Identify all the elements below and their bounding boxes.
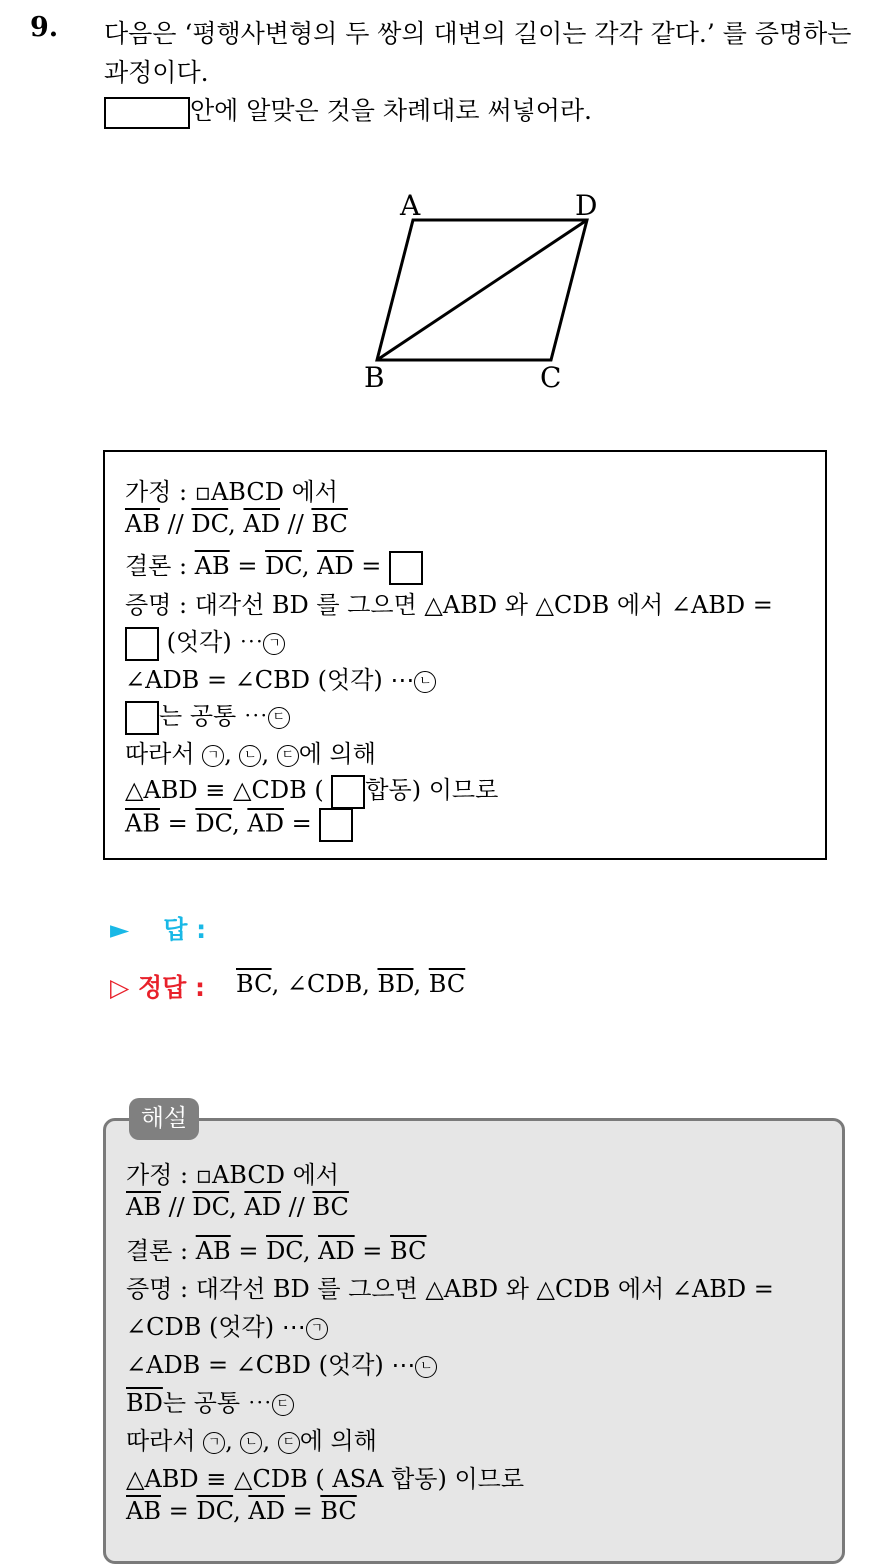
solution-step-1	[126, 1307, 328, 1342]
blank-box-4	[331, 775, 365, 809]
equals: =	[159, 809, 196, 838]
proof-assume: 가정 : ▫ABCD 에서	[125, 478, 338, 506]
answer-value-2: ∠CDB	[286, 970, 363, 998]
vertex-label-b: B	[364, 361, 385, 394]
play-outline-icon: ▷	[110, 973, 130, 1002]
circled-mark-2: ㄴ	[239, 745, 261, 767]
blank-box-1	[389, 551, 423, 585]
question-line-3	[104, 91, 592, 129]
solution-therefore	[126, 1421, 377, 1456]
step-3-text: 는 공통 ⋯	[162, 1389, 272, 1417]
comma: ,	[413, 970, 429, 998]
comma: ,	[224, 740, 240, 768]
vertex-label-c: C	[540, 361, 562, 394]
conclusion-label: 결론 :	[126, 1237, 196, 1265]
comma: ,	[261, 740, 277, 768]
question-line-2: 과정이다.	[104, 58, 209, 87]
comma: ,	[233, 1497, 249, 1525]
comma: ,	[271, 970, 287, 998]
equals: =	[230, 1237, 267, 1265]
circled-mark-2: ㄴ	[415, 1356, 437, 1378]
vertex-label-a: A	[400, 189, 421, 222]
segment-ab: $\overline{AB}$	[194, 552, 230, 580]
parallel-sign: //	[280, 510, 312, 538]
question-line-1: 다음은 ‘평행사변형의 두 쌍의 대변의 길이는 각각 같다.’ 를 증명하는	[104, 19, 852, 48]
segment-dc: $\overline{DC}$	[191, 510, 229, 538]
circled-mark-1: ㄱ	[263, 633, 285, 655]
answer-value-4: $\overline{BC}$	[428, 970, 466, 998]
comma: ,	[262, 1427, 278, 1455]
question-number: 9.	[30, 12, 59, 43]
circled-mark-3: ㄷ	[268, 707, 290, 729]
congruent-post: 합동) 이므로	[365, 776, 499, 804]
proof-step-1	[125, 622, 285, 661]
segment-ab: $\overline{AB}$	[125, 809, 160, 838]
equals: =	[284, 1497, 321, 1525]
parallel-sign: //	[160, 1193, 193, 1221]
segment-dc: $\overline{DC}$	[265, 552, 302, 580]
blank-box-2	[125, 627, 159, 661]
circled-mark-3: ㄷ	[277, 745, 299, 767]
segment-ad: $\overline{AD}$	[248, 1497, 285, 1525]
segment-ad: $\overline{AD}$	[317, 552, 354, 580]
parallel-sign: //	[159, 510, 192, 538]
answer-label: 답 :	[163, 915, 207, 944]
segment-bc: $\overline{BC}$	[312, 1193, 349, 1221]
segment-dc: $\overline{DC}$	[196, 1497, 234, 1525]
proof-step-2	[125, 660, 436, 695]
proof-step-3	[125, 696, 290, 735]
proof-congruent	[125, 770, 498, 809]
comma: ,	[228, 510, 244, 538]
therefore-pre: 따라서	[126, 1427, 204, 1455]
solution-step-3	[126, 1383, 294, 1418]
answer-value-1: $\overline{BC}$	[236, 970, 272, 998]
proof-start: 증명 : 대각선 BD 를 그으면 △ABD 와 △CDB 에서 ∠ABD =	[125, 591, 773, 619]
proof-therefore	[125, 734, 376, 769]
segment-ab: $\overline{AB}$	[125, 510, 160, 538]
vertex-label-d: D	[575, 189, 598, 222]
conclusion-label: 결론 :	[125, 552, 195, 580]
circled-mark-1: ㄱ	[203, 1432, 225, 1454]
parallel-sign: //	[281, 1193, 313, 1221]
solution-box	[103, 1118, 845, 1564]
step-2-text: ∠ADB = ∠CBD (엇각) ⋯	[125, 666, 415, 694]
parallelogram-figure	[350, 185, 620, 400]
equals: =	[229, 552, 266, 580]
solution-final	[126, 1497, 357, 1525]
segment-bc: $\overline{BC}$	[311, 510, 348, 538]
comma: ,	[229, 1193, 245, 1221]
segment-dc: $\overline{DC}$	[192, 1193, 230, 1221]
comma: ,	[225, 1427, 241, 1455]
blank-box-5	[319, 808, 353, 842]
answer-row	[110, 910, 206, 946]
step-1-text: ∠CDB (엇각) ⋯	[126, 1313, 306, 1341]
solution-assume: 가정 : ▫ABCD 에서	[126, 1161, 339, 1189]
segment-dc: $\overline{DC}$	[266, 1237, 303, 1265]
circled-mark-2: ㄴ	[414, 671, 436, 693]
proof-parallel	[125, 510, 348, 538]
segment-bd: $\overline{BD}$	[126, 1389, 163, 1417]
circled-mark-1: ㄱ	[202, 745, 224, 767]
comma: ,	[362, 970, 378, 998]
proof-final	[125, 808, 353, 842]
comma: ,	[302, 1237, 319, 1265]
comma: ,	[232, 809, 248, 838]
circled-mark-3: ㄷ	[278, 1432, 300, 1454]
segment-dc: $\overline{DC}$	[195, 809, 233, 838]
equals: =	[354, 1237, 391, 1265]
proof-box	[103, 450, 827, 860]
answer-value-3: $\overline{BD}$	[377, 970, 414, 998]
equals: =	[160, 1497, 197, 1525]
solution-conclusion	[126, 1231, 426, 1266]
equals: =	[283, 809, 320, 838]
blank-box	[104, 97, 190, 129]
solution-step-2	[126, 1345, 437, 1380]
step-1-text: (엇각) ⋯	[159, 628, 264, 656]
segment-ad: $\overline{AD}$	[247, 809, 284, 838]
correct-answer-row	[110, 968, 205, 1004]
comma: ,	[301, 552, 318, 580]
circled-mark-3: ㄷ	[272, 1394, 294, 1416]
play-icon: ►	[110, 915, 130, 944]
proof-conclusion	[125, 546, 423, 585]
equals: =	[353, 552, 390, 580]
solution-tag: 해설	[129, 1098, 199, 1140]
step-2-text: ∠ADB = ∠CBD (엇각) ⋯	[126, 1351, 416, 1379]
segment-ab: $\overline{AB}$	[126, 1193, 161, 1221]
therefore-post: 에 의해	[298, 740, 376, 768]
congruent-pre: △ABD ≡ △CDB (	[125, 776, 332, 804]
segment-ad: $\overline{AD}$	[318, 1237, 355, 1265]
therefore-pre: 따라서	[125, 740, 203, 768]
step-3-text: 는 공통 ⋯	[159, 702, 268, 730]
therefore-post: 에 의해	[299, 1427, 377, 1455]
segment-ad: $\overline{AD}$	[243, 510, 280, 538]
solution-parallel	[126, 1193, 349, 1221]
correct-answer-label: 정답 :	[137, 973, 205, 1002]
segment-ab: $\overline{AB}$	[126, 1497, 161, 1525]
circled-mark-1: ㄱ	[306, 1318, 328, 1340]
segment-bc: $\overline{BC}$	[390, 1237, 427, 1265]
correct-answer-values	[236, 970, 465, 998]
solution-congruent: △ABD ≡ △CDB ( ASA 합동) 이므로	[126, 1465, 525, 1493]
segment-ab: $\overline{AB}$	[195, 1237, 231, 1265]
solution-proof-start: 증명 : 대각선 BD 를 그으면 △ABD 와 △CDB 에서 ∠ABD =	[126, 1275, 774, 1303]
blank-box-3	[125, 701, 159, 735]
segment-ad: $\overline{AD}$	[244, 1193, 281, 1221]
question-line-3-text: 안에 알맞은 것을 차례대로 써넣어라.	[190, 96, 592, 125]
segment-bc: $\overline{BC}$	[320, 1497, 357, 1525]
circled-mark-2: ㄴ	[240, 1432, 262, 1454]
